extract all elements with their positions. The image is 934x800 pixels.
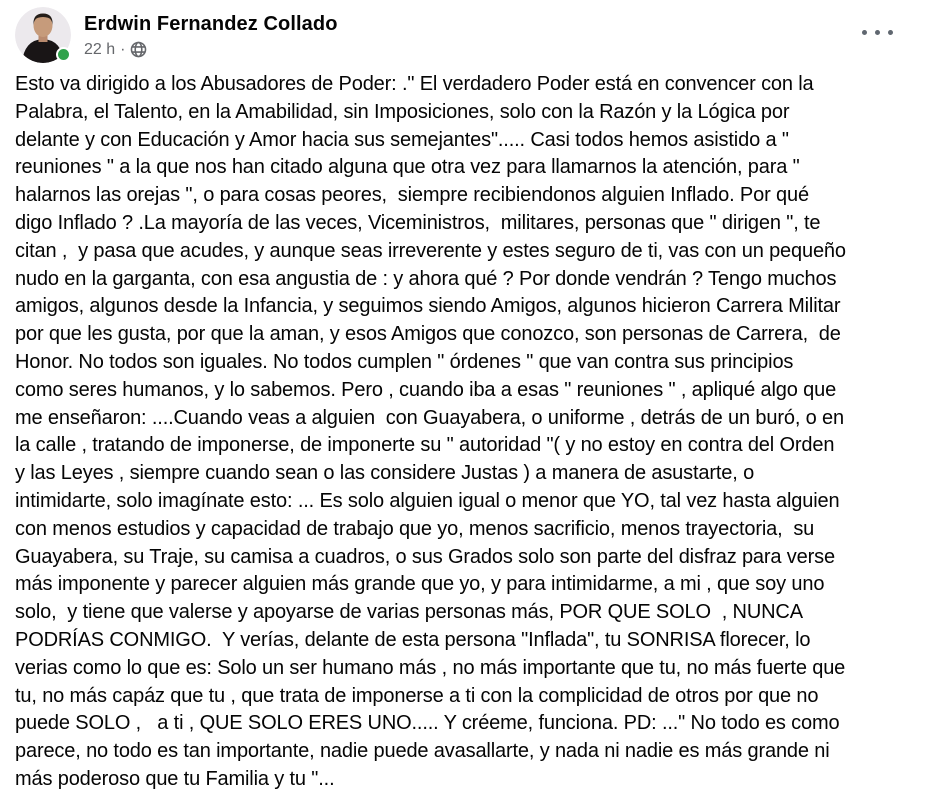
- post-text-line: Esto va dirigido a los Abusadores de Poder: ." El verdadero Poder está en convencer con la: [15, 73, 814, 95]
- post-text-line: tu, no más capáz que tu , que trata de imponerse a ti con la complicidad de otros por que no: [15, 684, 819, 707]
- post-text-line: Guayabera, su Traje, su camisa a cuadros, o sus Grados solo son parte del disfraz para verse: [15, 545, 835, 568]
- post-text-line: la calle , tratando de imponerse, de imponerte su " autoridad "( y no estoy en contra del Orden: [15, 434, 835, 457]
- post-text-line: más imponente y parecer alguien más grande que yo, y para intimidarme, a mi , que soy uno: [15, 573, 825, 596]
- post-text-line: como seres humanos, y lo sabemos. Pero , cuando iba a esas " reuniones " , apliqué algo que: [15, 378, 837, 401]
- globe-icon: [130, 41, 147, 58]
- ellipsis-icon: [862, 30, 867, 35]
- meta-separator: ·: [120, 41, 126, 58]
- post-text-line: con menos estudios y capacidad de trabajo que yo, menos sacrificio, menos trayectoria, su: [15, 517, 815, 540]
- avatar[interactable]: [15, 7, 71, 63]
- post-text-line: halarnos las orejas ", o para cosas peores, siempre recibiendonos alguien Inflado. Por qué: [15, 184, 809, 207]
- post-text-line: más poderoso que tu Familia y tu "...: [15, 767, 335, 790]
- online-status-dot: [56, 47, 71, 62]
- post-text-line: puede SOLO , a ti , QUE SOLO ERES UNO..... Y créeme, funciona. PD: ..." No todo es como: [15, 712, 840, 735]
- post-text-line: delante y con Educación y Amor hacia sus semejantes"..... Casi todos hemos asistido a ": [15, 128, 789, 151]
- post-header: [0, 0, 934, 63]
- post-body-text: [0, 63, 919, 794]
- post-text-line: Palabra, el Talento, en la Amabilidad, sin Imposiciones, solo con la Razón y la Lógica por: [15, 100, 790, 123]
- author-name[interactable]: Erdwin Fernandez Collado: [84, 13, 338, 35]
- post-text-line: solo, y tiene que valerse y apoyarse de varias personas más, POR QUE SOLO , NUNCA: [15, 601, 803, 624]
- more-options-button[interactable]: [858, 26, 897, 39]
- post-text-line: PODRÍAS CONMIGO. Y verías, delante de esta persona "Inflada", tu SONRISA florecer, lo: [15, 628, 811, 651]
- post-text-line: citan , y pasa que acudes, y aunque seas irreverente y estes seguro de ti, vas con un pequeño: [15, 239, 846, 262]
- post-text-line: intimidarte, solo imagínate esto: ... Es solo alguien igual o menor que YO, tal vez hasta alguien: [15, 489, 840, 512]
- post-meta: [84, 40, 338, 59]
- post-text-line: me enseñaron: ....Cuando veas a alguien con Guayabera, o uniforme , detrás de un buró, o en: [15, 406, 844, 429]
- post-text-line: verias como lo que es: Solo un ser humano más , no más importante que tu, no más fuerte que: [15, 656, 846, 679]
- post-text-line: y las Leyes , siempre cuando sean o las considere Justas ) a manera de asustarte, o: [15, 462, 755, 485]
- post-text-line: amigos, algunos desde la Infancia, y seguimos siendo Amigos, algunos hicieron Carrera Militar: [15, 295, 841, 318]
- post-text-line: por que les gusta, por que la aman, y esos Amigos que conozco, son personas de Carrera, de: [15, 323, 841, 346]
- header-text: [84, 7, 338, 59]
- timestamp[interactable]: 22 h: [84, 41, 116, 58]
- post-text-line: reuniones " a la que nos han citado alguna que otra vez para llamarnos la atención, para ": [15, 156, 800, 179]
- post-text-line: nudo en la garganta, con esa angustia de : y ahora qué ? Por donde vendrán ? Tengo muchos: [15, 267, 837, 290]
- post-text-line: Honor. No todos son iguales. No todos cumplen " órdenes " que van contra sus principios: [15, 350, 794, 373]
- post-text-line: digo Inflado ? .La mayoría de las veces, Viceministros, militares, personas que " dirigen ", te: [15, 211, 821, 234]
- post-text-line: parece, no todo es tan importante, nadie puede avasallarte, y nada ni nadie es más grande ni: [15, 740, 830, 763]
